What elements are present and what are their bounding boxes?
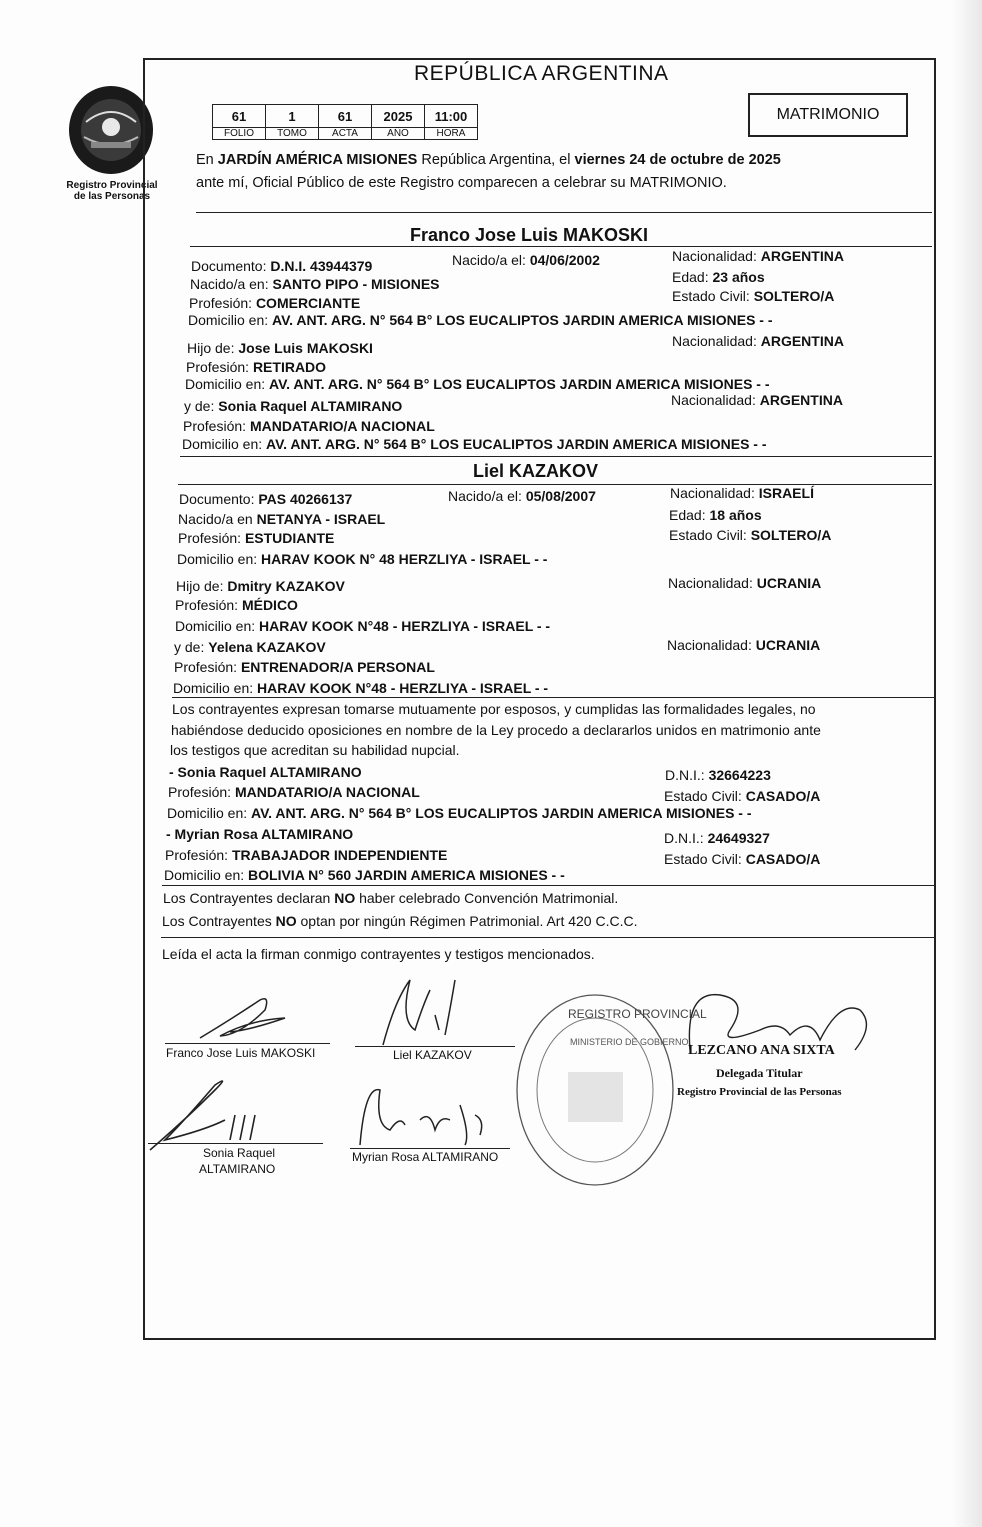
spouse2-domicilio: Domicilio en: HARAV KOOK N° 48 HERZLIYA - ISRAEL - -: [177, 551, 548, 567]
spouse1-mother-domicilio: Domicilio en: AV. ANT. ARG. N° 564 B° LOS EUCALIPTOS JARDIN AMERICA MISIONES - -: [182, 436, 767, 452]
intro-line1: [196, 152, 781, 168]
witness1-name: - Sonia Raquel ALTAMIRANO: [169, 764, 362, 780]
spouse1-mother-nacionalidad: Nacionalidad: ARGENTINA: [671, 392, 843, 408]
spouse1-mother: y de: Sonia Raquel ALTAMIRANO: [184, 398, 403, 414]
officer-title: Delegada Titular: [716, 1066, 803, 1080]
document-title: REPÚBLICA ARGENTINA: [414, 62, 669, 85]
spouse1-name: Franco Jose Luis MAKOSKI: [410, 225, 649, 245]
signature-witness1-icon: [145, 1060, 285, 1160]
spouse2-mother-profesion: Profesión: ENTRENADOR/A PERSONAL: [174, 659, 435, 675]
sig-label-spouse1: Franco Jose Luis MAKOSKI: [166, 1046, 316, 1060]
hora-value: 11:00: [425, 105, 478, 128]
signature-witness2-icon: [350, 1075, 500, 1155]
spouse1-mother-profesion: Profesión: MANDATARIO/A NACIONAL: [183, 418, 435, 434]
signature-spouse1-icon: [190, 990, 310, 1045]
declaration-divider: [172, 697, 934, 698]
spouse1-father-domicilio: Domicilio en: AV. ANT. ARG. N° 564 B° LOS EUCALIPTOS JARDIN AMERICA MISIONES - -: [185, 376, 770, 392]
witness2-dni: D.N.I.: 24649327: [664, 830, 770, 846]
spouse1-edad: Edad: 23 años: [672, 269, 765, 285]
convention-line2: Los Contrayentes NO optan por ningún Régimen Patrimonial. Art 420 C.C.C.: [162, 913, 638, 929]
sigline-spouse1: [165, 1043, 330, 1044]
spouse2-mother: y de: Yelena KAZAKOV: [174, 639, 326, 655]
intro-line2: ante mí, Oficial Público de este Registro comparecen a celebrar su MATRIMONIO.: [196, 175, 727, 191]
spouse1-nacido-el: Nacido/a el: 04/06/2002: [452, 252, 600, 268]
convention-line1: Los Contrayentes declaran NO haber celebrado Convención Matrimonial.: [163, 890, 619, 906]
logo-caption-line1: Registro Provincial: [66, 180, 158, 191]
folio-value: 61: [213, 105, 266, 128]
witness2-domicilio: Domicilio en: BOLIVIA N° 560 JARDIN AMERICA MISIONES - -: [164, 867, 565, 883]
spouse1-estado-civil: Estado Civil: SOLTERO/A: [672, 288, 835, 304]
spouse1-father-nacionalidad: Nacionalidad: ARGENTINA: [672, 333, 844, 349]
sig-label-witness1-line2: ALTAMIRANO: [199, 1162, 276, 1176]
official-stamp-seal-icon: [510, 990, 707, 1190]
spouse2-mother-nacionalidad: Nacionalidad: UCRANIA: [667, 637, 821, 653]
witness1-domicilio: Domicilio en: AV. ANT. ARG. N° 564 B° LOS EUCALIPTOS JARDIN AMERICA MISIONES - -: [167, 805, 752, 821]
spouse2-father: Hijo de: Dmitry KAZAKOV: [176, 578, 345, 594]
witness2-name: - Myrian Rosa ALTAMIRANO: [166, 826, 354, 842]
closing-statement: Leída el acta la firman conmigo contrayentes y testigos mencionados.: [162, 946, 595, 962]
intro-place: JARDÍN AMÉRICA MISIONES: [217, 152, 418, 168]
anio-value: 2025: [372, 105, 425, 128]
sig-label-witness1-line1: Sonia Raquel: [203, 1146, 276, 1160]
record-number-table: [212, 104, 478, 140]
spouse2-nacido-el: Nacido/a el: 05/08/2007: [448, 488, 596, 504]
spouse1-nacionalidad: Nacionalidad: ARGENTINA: [672, 248, 844, 264]
spouse2-mother-domicilio: Domicilio en: HARAV KOOK N°48 - HERZLIYA - ISRAEL - -: [173, 680, 549, 696]
anio-label: AÑO: [372, 128, 425, 140]
page-edge-shadow: [952, 0, 982, 1527]
acta-value: 61: [319, 105, 372, 128]
declaration-line3: los testigos que acreditan su habilidad nupcial.: [170, 742, 460, 758]
closing-divider: [161, 937, 934, 938]
spouse2-father-nacionalidad: Nacionalidad: UCRANIA: [668, 575, 822, 591]
officer-name: LEZCANO ANA SIXTA: [688, 1043, 835, 1058]
spouse1-domicilio: Domicilio en: AV. ANT. ARG. N° 564 B° LOS EUCALIPTOS JARDIN AMERICA MISIONES - -: [188, 312, 773, 328]
convention-divider: [162, 885, 934, 886]
witness2-estado-civil: Estado Civil: CASADO/A: [664, 851, 821, 867]
header-divider: [196, 212, 932, 213]
spouse2-profesion: Profesión: ESTUDIANTE: [178, 530, 335, 546]
tomo-label: TOMO: [266, 128, 319, 140]
spouse2-divider: [178, 484, 932, 485]
sig-label-spouse2: Liel KAZAKOV: [393, 1048, 472, 1062]
spouse2-divider-top: [180, 456, 932, 457]
signature-spouse2-icon: [375, 970, 485, 1055]
stamp-inner-text: MINISTERIO DE GOBIERNO: [570, 1037, 689, 1047]
witness1-estado-civil: Estado Civil: CASADO/A: [664, 788, 821, 804]
stamp-top-text: REGISTRO PROVINCIAL: [568, 1007, 707, 1021]
declaration-line2: habiéndose deducido oposiciones en nombre de la Ley procedo a declararlos unidos en matrimonio ante: [171, 722, 821, 738]
spouse1-father-profesion: Profesión: RETIRADO: [186, 359, 327, 375]
officer-org: Registro Provincial de las Personas: [677, 1086, 842, 1098]
spouse2-documento: Documento: PAS 40266137: [179, 491, 353, 507]
spouse1-documento: Documento: D.N.I. 43944379: [191, 258, 373, 274]
spouse2-nacionalidad: Nacionalidad: ISRAELÍ: [670, 485, 814, 501]
spouse2-name: Liel KAZAKOV: [473, 461, 599, 481]
spouse1-nacido-en: Nacido/a en: SANTO PIPO - MISIONES: [190, 276, 440, 292]
logo-caption-line2: de las Personas: [73, 191, 151, 202]
intro-prefix: En: [196, 152, 214, 168]
tomo-value: 1: [266, 105, 319, 128]
spouse2-father-domicilio: Domicilio en: HARAV KOOK N°48 - HERZLIYA - ISRAEL - -: [175, 618, 551, 634]
spouse1-profesion: Profesión: COMERCIANTE: [189, 295, 361, 311]
witness1-dni: D.N.I.: 32664223: [665, 767, 771, 783]
spouse1-divider: [190, 246, 932, 247]
intro-mid: República Argentina, el: [421, 152, 571, 168]
witness2-profesion: Profesión: TRABAJADOR INDEPENDIENTE: [165, 847, 448, 863]
hora-label: HORA: [425, 128, 478, 140]
intro-date: viernes 24 de octubre de 2025: [574, 152, 781, 168]
record-type-box: MATRIMONIO: [748, 93, 908, 137]
spouse2-father-profesion: Profesión: MÉDICO: [175, 597, 298, 613]
spouse1-father: Hijo de: Jose Luis MAKOSKI: [187, 340, 373, 356]
sigline-witness2: [350, 1148, 510, 1149]
witness1-profesion: Profesión: MANDATARIO/A NACIONAL: [168, 784, 420, 800]
declaration-line1: Los contrayentes expresan tomarse mutuamente por esposos, y cumplidas las formalidades legales, no: [172, 701, 816, 717]
sigline-witness1: [148, 1143, 323, 1144]
spouse2-estado-civil: Estado Civil: SOLTERO/A: [669, 527, 832, 543]
folio-label: FOLIO: [213, 128, 266, 140]
sigline-spouse2: [355, 1046, 515, 1047]
acta-label: ACTA: [319, 128, 372, 140]
spouse2-nacido-en: Nacido/a en NETANYA - ISRAEL: [178, 511, 386, 527]
spouse2-edad: Edad: 18 años: [669, 507, 762, 523]
sig-label-witness2: Myrian Rosa ALTAMIRANO: [352, 1150, 499, 1164]
